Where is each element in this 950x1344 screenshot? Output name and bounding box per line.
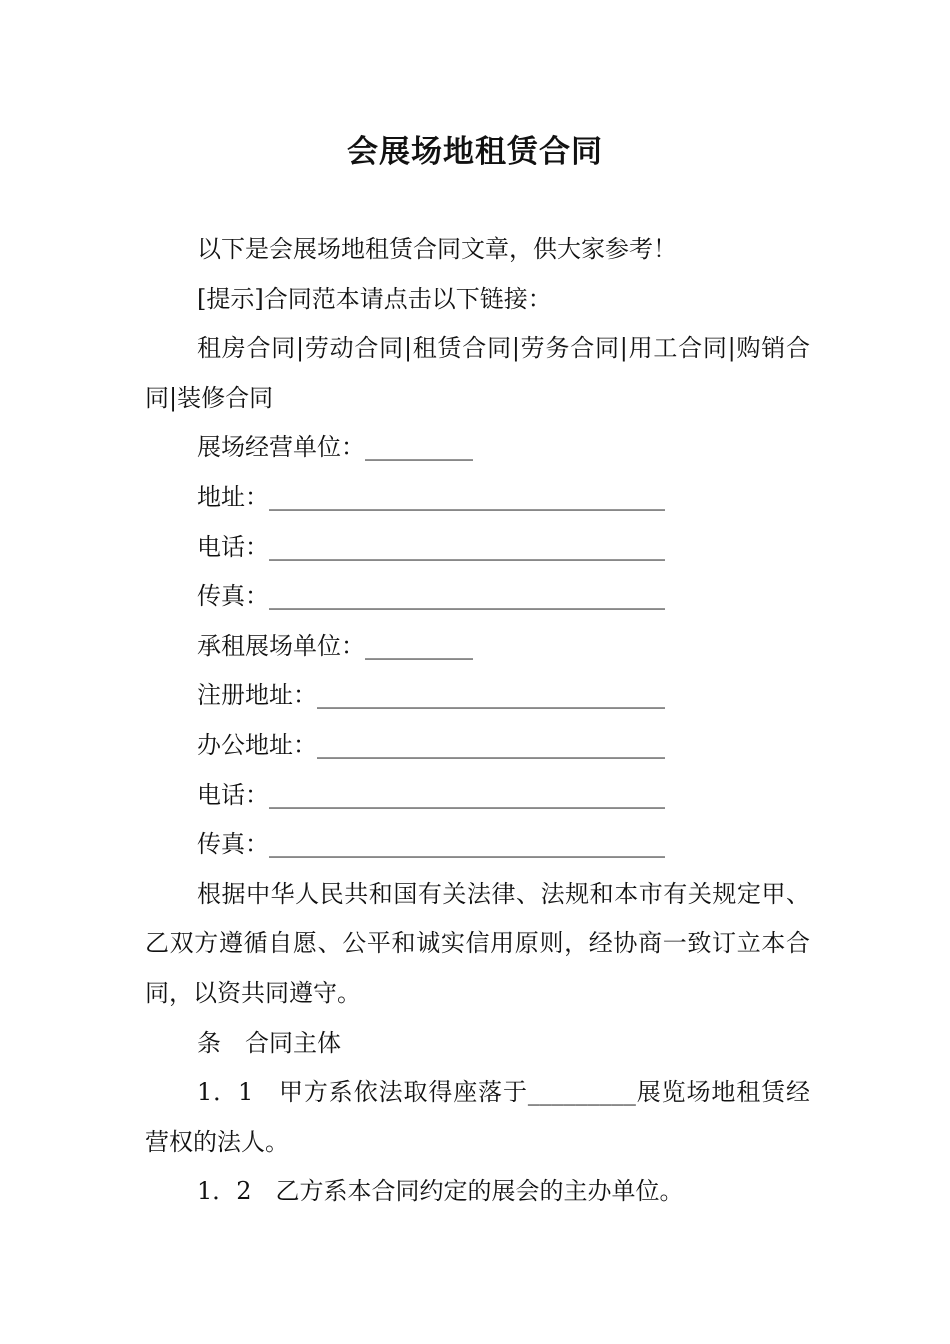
lessor-unit-field: 展场经营单位：_________ — [197, 433, 473, 462]
lessee-unit-field: 承租展场单位：_________ — [197, 631, 473, 660]
document-body — [145, 225, 810, 1217]
article-heading: 条 合同主体 — [197, 1028, 341, 1057]
lessor-phone-field: 电话：_________________________________ — [197, 532, 665, 561]
lessor-fax-field: 传真：_________________________________ — [197, 582, 665, 611]
preamble-paragraph: 根据中华人民共和国有关法律、法规和本市有关规定甲、乙双方遵循自愿、公平和诚实信用原则，经协商一致订立本合同，以资共同遵守。 — [145, 879, 810, 1007]
lessee-registered-address-field: 注册地址：_____________________________ — [197, 681, 665, 710]
clause-1-1: 1．1 甲方系依法取得座落于_________展览场地租赁经营权的法人。 — [145, 1078, 810, 1156]
lessee-fax-field: 传真：_________________________________ — [197, 830, 665, 859]
lessee-office-address-field: 办公地址：_____________________________ — [197, 730, 665, 759]
clause-1-2: 1．2 乙方系本合同约定的展会的主办单位。 — [197, 1177, 684, 1206]
contract-links-paragraph[interactable]: 租房合同|劳动合同|租赁合同|劳务合同|用工合同|购销合同|装修合同 — [145, 334, 810, 412]
hint-paragraph: [提示]合同范本请点击以下链接： — [197, 284, 552, 313]
lessor-address-field: 地址：_________________________________ — [197, 482, 665, 511]
lessee-phone-field: 电话：_________________________________ — [197, 780, 665, 809]
document-title: 会展场地租赁合同 — [347, 134, 603, 170]
intro-paragraph: 以下是会展场地租赁合同文章，供大家参考！ — [197, 235, 677, 263]
